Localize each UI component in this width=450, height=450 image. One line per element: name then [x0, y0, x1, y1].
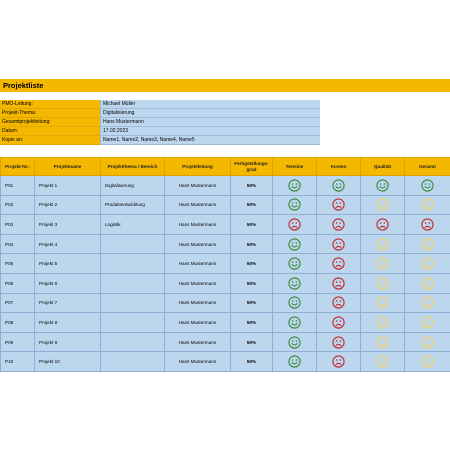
table-row[interactable]	[1, 195, 450, 215]
table-row[interactable]	[1, 176, 450, 196]
cell-gesamt[interactable]	[405, 273, 450, 293]
cell-gesamt[interactable]	[405, 215, 450, 235]
happy-face-icon	[332, 183, 345, 188]
sad-face-icon	[376, 222, 389, 227]
neutral-face-icon	[376, 339, 389, 344]
cell-qualitaet[interactable]	[361, 273, 405, 293]
cell-projekt-nr[interactable]: P09	[1, 332, 35, 352]
cell-termine[interactable]	[273, 195, 317, 215]
cell-projektleitung[interactable]: Hans Mustermann	[165, 254, 231, 274]
sad-face-icon	[332, 261, 345, 266]
table-row[interactable]	[1, 234, 450, 254]
info-label[interactable]: Gesamtprojektleitung:	[0, 118, 100, 127]
info-value[interactable]: Digitalisierung	[100, 109, 320, 118]
cell-termine[interactable]	[273, 332, 317, 352]
cell-projektthema[interactable]: Logistik	[101, 215, 165, 235]
cell-termine[interactable]	[273, 176, 317, 196]
cell-qualitaet[interactable]	[361, 215, 405, 235]
info-value[interactable]: Michael Müller	[100, 100, 320, 109]
sad-face-icon	[332, 280, 345, 285]
cell-projektname[interactable]: Projekt 7	[35, 293, 101, 313]
cell-projektthema[interactable]	[101, 293, 165, 313]
cell-projekt-nr[interactable]: P10	[1, 352, 35, 372]
cell-projektname[interactable]: Projekt 4	[35, 234, 101, 254]
cell-fertigstellungsgrad[interactable]: 50%	[231, 273, 273, 293]
cell-projektleitung[interactable]: Hans Mustermann	[165, 195, 231, 215]
sheet-title: Projektliste	[0, 79, 450, 92]
cell-qualitaet[interactable]	[361, 293, 405, 313]
happy-face-icon	[288, 241, 301, 246]
cell-projektthema[interactable]	[101, 313, 165, 333]
sad-face-icon	[332, 241, 345, 246]
neutral-face-icon	[421, 359, 434, 364]
sad-face-icon	[421, 222, 434, 227]
happy-face-icon	[288, 183, 301, 188]
cell-fertigstellungsgrad[interactable]: 50%	[231, 293, 273, 313]
info-row-thema	[0, 109, 320, 118]
cell-projektname[interactable]: Projekt 1	[35, 176, 101, 196]
cell-projektleitung[interactable]: Hans Mustermann	[165, 293, 231, 313]
cell-projekt-nr[interactable]: P08	[1, 313, 35, 333]
sad-face-icon	[332, 222, 345, 227]
cell-gesamt[interactable]	[405, 234, 450, 254]
table-row[interactable]	[1, 313, 450, 333]
table-row[interactable]	[1, 215, 450, 235]
cell-kosten[interactable]	[317, 254, 361, 274]
cell-projektthema[interactable]	[101, 273, 165, 293]
cell-gesamt[interactable]	[405, 352, 450, 372]
cell-projektthema[interactable]	[101, 234, 165, 254]
happy-face-icon	[288, 320, 301, 325]
cell-projektname[interactable]: Projekt 5	[35, 254, 101, 274]
info-label[interactable]: PMO-Leitung:	[0, 100, 100, 109]
table-row[interactable]	[1, 352, 450, 372]
cell-fertigstellungsgrad[interactable]: 50%	[231, 313, 273, 333]
happy-face-icon	[288, 280, 301, 285]
table-body	[1, 176, 450, 372]
sad-face-icon	[332, 202, 345, 207]
cell-projektthema[interactable]: Digitalisierung	[101, 176, 165, 196]
cell-projektname[interactable]: Projekt 9	[35, 332, 101, 352]
sad-face-icon	[332, 339, 345, 344]
cell-projekt-nr[interactable]: P05	[1, 254, 35, 274]
cell-qualitaet[interactable]	[361, 234, 405, 254]
cell-kosten[interactable]	[317, 293, 361, 313]
neutral-face-icon	[421, 261, 434, 266]
empty-row	[0, 92, 450, 100]
cell-termine[interactable]	[273, 234, 317, 254]
cell-projektleitung[interactable]: Hans Mustermann	[165, 215, 231, 235]
cell-qualitaet[interactable]	[361, 313, 405, 333]
header-termine[interactable]: Termine	[273, 158, 317, 176]
info-row-kopie	[0, 136, 320, 145]
cell-termine[interactable]	[273, 254, 317, 274]
info-label[interactable]: Kopie an:	[0, 136, 100, 145]
cell-projektleitung[interactable]: Hans Mustermann	[165, 313, 231, 333]
cell-projektthema[interactable]	[101, 352, 165, 372]
neutral-face-icon	[376, 261, 389, 266]
table-row[interactable]	[1, 273, 450, 293]
cell-projektleitung[interactable]: Hans Mustermann	[165, 273, 231, 293]
cell-termine[interactable]	[273, 293, 317, 313]
cell-termine[interactable]	[273, 313, 317, 333]
cell-gesamt[interactable]	[405, 313, 450, 333]
cell-fertigstellungsgrad[interactable]: 50%	[231, 176, 273, 196]
cell-projektleitung[interactable]: Hans Mustermann	[165, 332, 231, 352]
happy-face-icon	[288, 359, 301, 364]
happy-face-icon	[376, 183, 389, 188]
neutral-face-icon	[421, 339, 434, 344]
cell-fertigstellungsgrad[interactable]: 50%	[231, 195, 273, 215]
cell-projekt-nr[interactable]: P04	[1, 234, 35, 254]
cell-projekt-nr[interactable]: P01	[1, 176, 35, 196]
cell-fertigstellungsgrad[interactable]: 50%	[231, 254, 273, 274]
neutral-face-icon	[376, 241, 389, 246]
header-fertigstellungsgrad[interactable]: Fertigstellungs-grad	[231, 158, 273, 176]
cell-qualitaet[interactable]	[361, 254, 405, 274]
cell-projekt-nr[interactable]: P07	[1, 293, 35, 313]
cell-fertigstellungsgrad[interactable]: 50%	[231, 234, 273, 254]
neutral-face-icon	[376, 280, 389, 285]
neutral-face-icon	[376, 359, 389, 364]
cell-kosten[interactable]	[317, 176, 361, 196]
header-qualitaet[interactable]: Qualität	[361, 158, 405, 176]
happy-face-icon	[288, 339, 301, 344]
cell-projektthema[interactable]	[101, 254, 165, 274]
table-row[interactable]	[1, 332, 450, 352]
neutral-face-icon	[421, 300, 434, 305]
cell-projektname[interactable]: Projekt 2	[35, 195, 101, 215]
cell-kosten[interactable]	[317, 195, 361, 215]
neutral-face-icon	[421, 280, 434, 285]
cell-termine[interactable]	[273, 352, 317, 372]
happy-face-icon	[288, 261, 301, 266]
cell-gesamt[interactable]	[405, 176, 450, 196]
cell-qualitaet[interactable]	[361, 176, 405, 196]
header-projektname[interactable]: Projektname	[35, 158, 101, 176]
cell-projektleitung[interactable]: Hans Mustermann	[165, 176, 231, 196]
cell-projektname[interactable]: Projekt 6	[35, 273, 101, 293]
neutral-face-icon	[421, 320, 434, 325]
happy-face-icon	[421, 183, 434, 188]
cell-kosten[interactable]	[317, 313, 361, 333]
header-gesamt[interactable]: Gesamt	[405, 158, 450, 176]
cell-kosten[interactable]	[317, 273, 361, 293]
cell-projektname[interactable]: Projekt 3	[35, 215, 101, 235]
info-value[interactable]: 17.02.2023	[100, 127, 320, 136]
cell-projektname[interactable]: Projekt 10	[35, 352, 101, 372]
info-row-gesamtprojektleitung	[0, 118, 320, 127]
neutral-face-icon	[376, 320, 389, 325]
cell-projekt-nr[interactable]: P02	[1, 195, 35, 215]
cell-kosten[interactable]	[317, 332, 361, 352]
happy-face-icon	[288, 202, 301, 207]
header-projekt-nr[interactable]: Projekt-Nr.:	[1, 158, 35, 176]
sad-face-icon	[332, 300, 345, 305]
project-info-block	[0, 100, 320, 145]
sad-face-icon	[332, 359, 345, 364]
cell-projektleitung[interactable]: Hans Mustermann	[165, 352, 231, 372]
neutral-face-icon	[421, 241, 434, 246]
cell-gesamt[interactable]	[405, 195, 450, 215]
cell-projektname[interactable]: Projekt 8	[35, 313, 101, 333]
neutral-face-icon	[376, 300, 389, 305]
cell-termine[interactable]	[273, 273, 317, 293]
sad-face-icon	[288, 222, 301, 227]
cell-qualitaet[interactable]	[361, 195, 405, 215]
project-table	[0, 157, 450, 372]
cell-projekt-nr[interactable]: P06	[1, 273, 35, 293]
cell-kosten[interactable]	[317, 215, 361, 235]
header-projektleitung[interactable]: Projektleitung	[165, 158, 231, 176]
cell-projekt-nr[interactable]: P03	[1, 215, 35, 235]
cell-kosten[interactable]	[317, 352, 361, 372]
cell-projektthema[interactable]: Produktentwicklung	[101, 195, 165, 215]
sad-face-icon	[332, 320, 345, 325]
table-row[interactable]	[1, 254, 450, 274]
info-row-pmo	[0, 100, 320, 109]
cell-fertigstellungsgrad[interactable]: 50%	[231, 352, 273, 372]
header-kosten[interactable]: Kosten	[317, 158, 361, 176]
cell-termine[interactable]	[273, 215, 317, 235]
neutral-face-icon	[376, 202, 389, 207]
neutral-face-icon	[421, 202, 434, 207]
table-row[interactable]	[1, 293, 450, 313]
info-label[interactable]: Projekt-Thema:	[0, 109, 100, 118]
happy-face-icon	[288, 300, 301, 305]
cell-fertigstellungsgrad[interactable]: 50%	[231, 215, 273, 235]
cell-projektleitung[interactable]: Hans Mustermann	[165, 234, 231, 254]
cell-qualitaet[interactable]	[361, 352, 405, 372]
cell-projektthema[interactable]	[101, 332, 165, 352]
cell-qualitaet[interactable]	[361, 332, 405, 352]
info-row-datum	[0, 127, 320, 136]
cell-fertigstellungsgrad[interactable]: 50%	[231, 332, 273, 352]
cell-gesamt[interactable]	[405, 254, 450, 274]
header-projektthema[interactable]: Projektthema / Bereich	[101, 158, 165, 176]
cell-gesamt[interactable]	[405, 332, 450, 352]
cell-gesamt[interactable]	[405, 293, 450, 313]
info-value[interactable]: Name1, Name2, Name3, Name4, Name5	[100, 136, 320, 145]
table-header-row	[1, 158, 450, 176]
cell-kosten[interactable]	[317, 234, 361, 254]
info-label[interactable]: Datum:	[0, 127, 100, 136]
info-value[interactable]: Hans Mustermann	[100, 118, 320, 127]
